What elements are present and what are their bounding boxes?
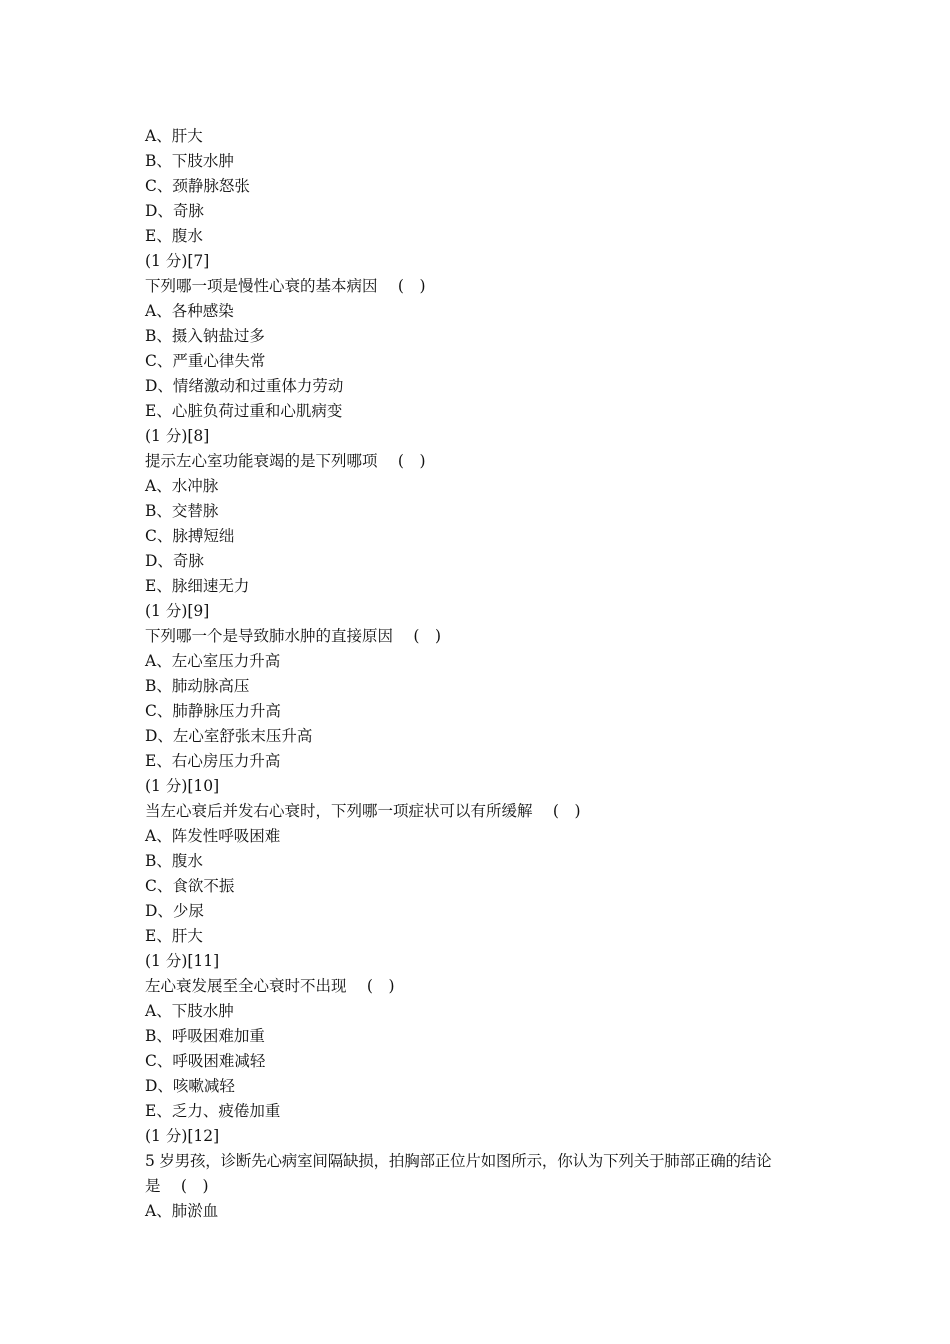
option-e: E、腹水 <box>145 227 203 245</box>
option-c: C、肺静脉压力升高 <box>145 702 281 720</box>
option-e: E、肝大 <box>145 927 203 945</box>
option-b: B、腹水 <box>145 852 203 870</box>
option-d: D、情绪激动和过重体力劳动 <box>145 377 344 395</box>
option-b: B、摄入钠盐过多 <box>145 327 265 345</box>
option-a: A、左心室压力升高 <box>145 652 281 670</box>
question-9 <box>145 599 815 774</box>
option-e: E、乏力、疲倦加重 <box>145 1102 281 1120</box>
question-score-header: (1 分)[8] <box>145 427 210 445</box>
option-d: D、奇脉 <box>145 202 204 220</box>
question-stem: 下列哪一项是慢性心衰的基本病因 ( ) <box>145 277 426 295</box>
option-d: D、少尿 <box>145 902 204 920</box>
question-score-header: (1 分)[12] <box>145 1127 220 1145</box>
option-c: C、呼吸困难减轻 <box>145 1052 266 1070</box>
option-d: D、咳嗽减轻 <box>145 1077 235 1095</box>
question-stem: 当左心衰后并发右心衰时，下列哪一项症状可以有所缓解 ( ) <box>145 802 581 820</box>
question-7 <box>145 249 815 424</box>
exam-document <box>145 124 815 1224</box>
question-10 <box>145 774 815 949</box>
option-e: E、右心房压力升高 <box>145 752 281 770</box>
option-b: B、交替脉 <box>145 502 219 520</box>
option-a: A、下肢水肿 <box>145 1002 234 1020</box>
option-a: A、水冲脉 <box>145 477 219 495</box>
option-a: A、阵发性呼吸困难 <box>145 827 281 845</box>
question-11 <box>145 949 815 1124</box>
question-stem-line-2: 是 ( ) <box>145 1177 209 1195</box>
option-a: A、肺淤血 <box>145 1202 219 1220</box>
question-12 <box>145 1124 815 1224</box>
option-c: C、脉搏短绌 <box>145 527 235 545</box>
question-stem: 下列哪一个是导致肺水肿的直接原因 ( ) <box>145 627 442 645</box>
question-score-header: (1 分)[10] <box>145 777 220 795</box>
option-c: C、颈静脉怒张 <box>145 177 250 195</box>
question-stem: 提示左心室功能衰竭的是下列哪项 ( ) <box>145 452 426 470</box>
question-score-header: (1 分)[11] <box>145 952 220 970</box>
option-a: A、各种感染 <box>145 302 234 320</box>
option-d: D、奇脉 <box>145 552 204 570</box>
question-score-header: (1 分)[7] <box>145 252 210 270</box>
question-6-options <box>145 124 815 249</box>
option-c: C、食欲不振 <box>145 877 235 895</box>
option-e: E、脉细速无力 <box>145 577 250 595</box>
option-d: D、左心室舒张末压升高 <box>145 727 313 745</box>
option-c: C、严重心律失常 <box>145 352 266 370</box>
option-a: A、肝大 <box>145 127 203 145</box>
question-stem: 左心衰发展至全心衰时不出现 ( ) <box>145 977 395 995</box>
option-e: E、心脏负荷过重和心肌病变 <box>145 402 343 420</box>
option-b: B、呼吸困难加重 <box>145 1027 265 1045</box>
question-stem-line-1: 5 岁男孩，诊断先心病室间隔缺损，拍胸部正位片如图所示，你认为下列关于肺部正确的结论 <box>145 1152 772 1170</box>
option-b: B、肺动脉高压 <box>145 677 250 695</box>
question-score-header: (1 分)[9] <box>145 602 210 620</box>
question-8 <box>145 424 815 599</box>
option-b: B、下肢水肿 <box>145 152 234 170</box>
